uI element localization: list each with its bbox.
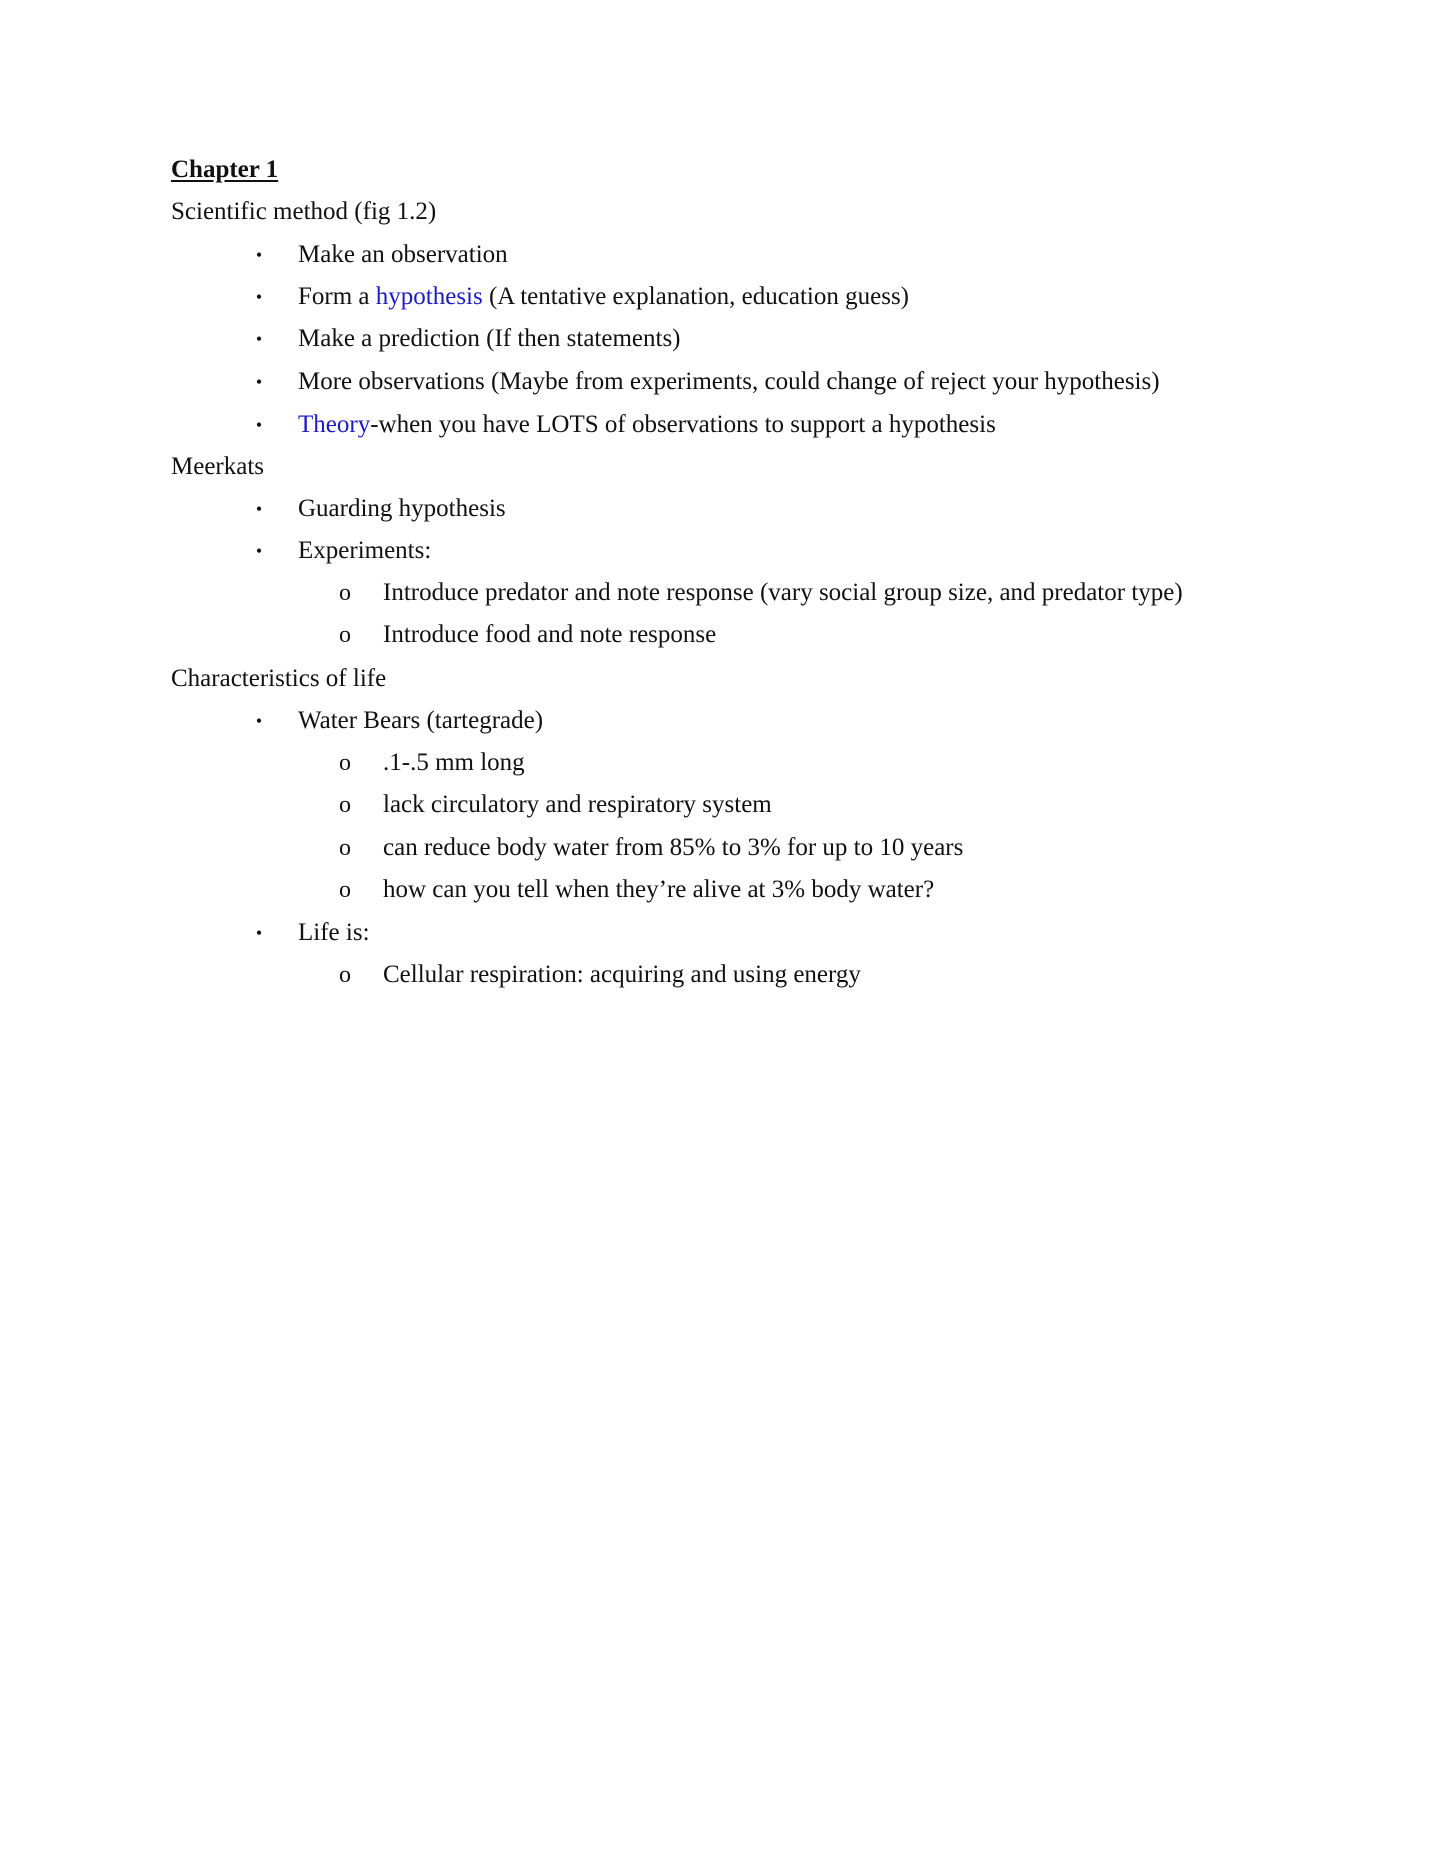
bullet-icon: •: [255, 415, 263, 435]
bullet-icon: •: [255, 287, 263, 307]
sub-list-item: how can you tell when they’re alive at 3% body water?: [383, 876, 935, 903]
list-item: Life is:: [298, 919, 370, 946]
list-item: [298, 282, 909, 312]
item-suffix: (A tentative explanation, education guess): [482, 283, 909, 310]
sub-list-item: .1-.5 mm long: [383, 749, 525, 776]
sub-list-item: Introduce food and note response: [383, 621, 717, 648]
hypothesis-link[interactable]: hypothesis: [375, 283, 483, 310]
sub-list-item: Introduce predator and note response (vary social group size, and predator type): [383, 579, 1183, 606]
item-prefix: Form a: [298, 283, 376, 310]
item-suffix: -when you have LOTS of observations to support a hypothesis: [370, 411, 996, 438]
sub-list-item: lack circulatory and respiratory system: [383, 791, 772, 818]
sub-bullet-icon: o: [339, 962, 351, 988]
section-heading-meerkats: Meerkats: [171, 453, 265, 480]
sub-list-item: Cellular respiration: acquiring and using energy: [383, 961, 861, 988]
list-item: More observations (Maybe from experiments, could change of reject your hypothesis): [298, 368, 1160, 395]
sub-list-item: can reduce body water from 85% to 3% for up to 10 years: [383, 834, 964, 861]
list-item: [298, 410, 996, 440]
sub-bullet-icon: o: [339, 877, 351, 903]
section-heading-characteristics: Characteristics of life: [171, 665, 387, 692]
bullet-icon: •: [255, 372, 263, 392]
sub-bullet-icon: o: [339, 580, 351, 606]
bullet-icon: •: [255, 245, 263, 265]
bullet-icon: •: [255, 329, 263, 349]
list-item: Make a prediction (If then statements): [298, 325, 681, 352]
sub-bullet-icon: o: [339, 750, 351, 776]
bullet-icon: •: [255, 711, 263, 731]
list-item: Experiments:: [298, 537, 432, 564]
list-item: Guarding hypothesis: [298, 495, 506, 522]
sub-bullet-icon: o: [339, 792, 351, 818]
list-item: Water Bears (tartegrade): [298, 707, 544, 734]
page-title: Chapter 1: [171, 156, 279, 183]
theory-link[interactable]: Theory: [298, 411, 371, 438]
section-heading-scientific-method: Scientific method (fig 1.2): [171, 198, 437, 225]
bullet-icon: •: [255, 541, 263, 561]
bullet-icon: •: [255, 923, 263, 943]
sub-bullet-icon: o: [339, 835, 351, 861]
bullet-icon: •: [255, 499, 263, 519]
sub-bullet-icon: o: [339, 622, 351, 648]
list-item: Make an observation: [298, 241, 508, 268]
